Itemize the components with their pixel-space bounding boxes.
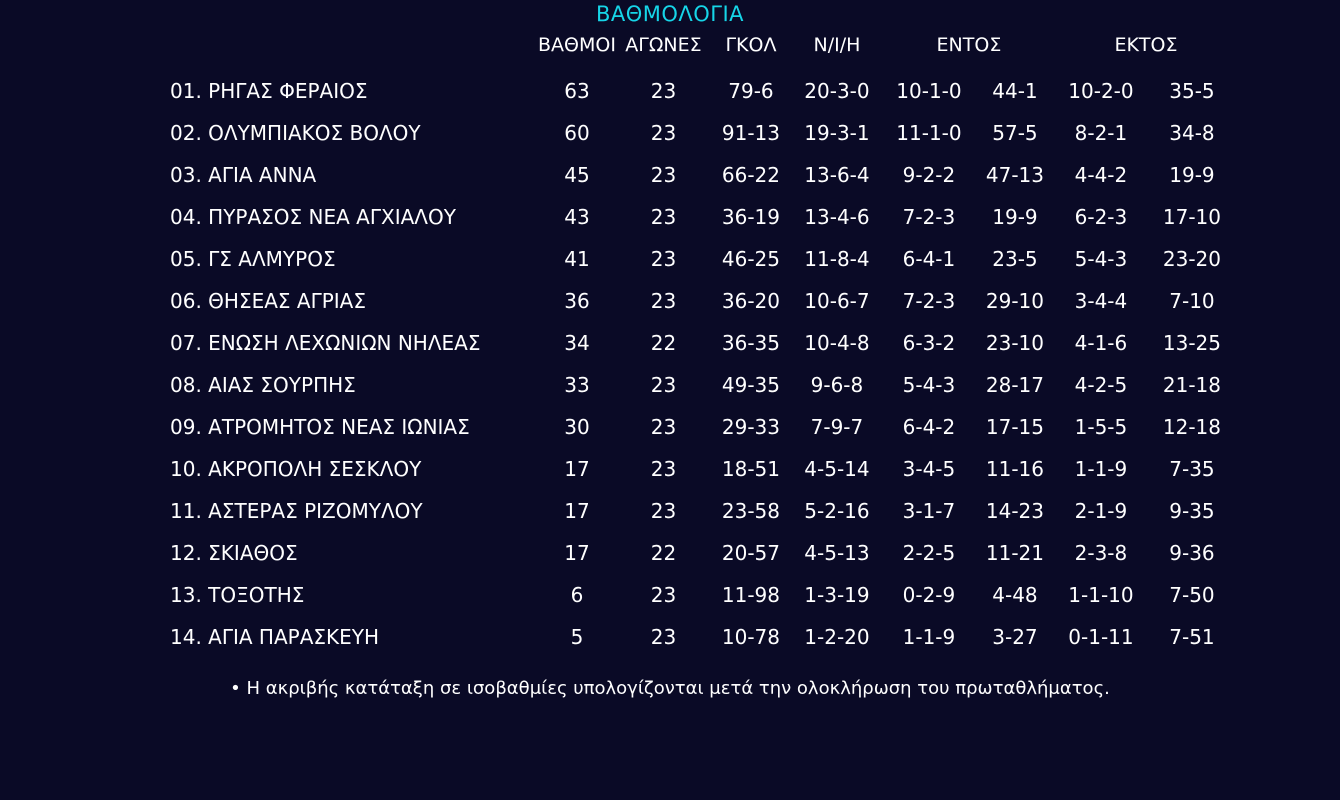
team-away-goals: 7-51 [1169,625,1215,649]
team-goals: 49-35 [721,373,781,397]
team-away-wdl: 0-1-11 [1068,625,1134,649]
team-away-goals: 34-8 [1169,121,1215,145]
team-name: 13. ΤΟΞΟΤΗΣ [170,583,305,607]
table-header [170,34,1237,70]
team-name: 09. ΑΤΡΟΜΗΤΟΣ ΝΕΑΣ ΙΩΝΙΑΣ [170,415,470,439]
table-row [170,490,1237,532]
team-games: 22 [650,331,677,355]
table-row [170,196,1237,238]
team-home-goals: 23-5 [992,247,1038,271]
team-away-goals: 17-10 [1162,205,1222,229]
team-goals: 18-51 [721,457,781,481]
table-row [170,70,1237,112]
table-row [170,406,1237,448]
team-away-wdl: 10-2-0 [1068,79,1134,103]
team-home-wdl: 3-4-5 [902,457,956,481]
team-home-goals: 29-10 [985,289,1045,313]
team-away-wdl: 6-2-3 [1074,205,1128,229]
team-wdl: 13-4-6 [804,205,870,229]
team-home-wdl: 6-4-2 [902,415,956,439]
team-goals: 23-58 [721,499,781,523]
team-wdl: 1-3-19 [804,583,870,607]
table-row [170,574,1237,616]
team-wdl: 5-2-16 [804,499,870,523]
page-title: ΒΑΘΜΟΛΟΓΙΑ [595,2,745,26]
team-away-wdl: 2-1-9 [1074,499,1128,523]
column-header-points: ΒΑΘΜΟΙ [538,34,616,56]
team-name: 02. ΟΛΥΜΠΙΑΚΟΣ ΒΟΛΟΥ [170,121,421,145]
team-away-goals: 19-9 [1169,163,1215,187]
team-name: 08. ΑΙΑΣ ΣΟΥΡΠΗΣ [170,373,356,397]
team-name: 01. ΡΗΓΑΣ ΦΕΡΑΙΟΣ [170,79,368,103]
team-name: 05. ΓΣ ΑΛΜΥΡΟΣ [170,247,336,271]
team-home-goals: 28-17 [985,373,1045,397]
table-row [170,280,1237,322]
column-header-wdl: Ν/Ι/Η [813,34,861,56]
team-games: 23 [650,79,677,103]
team-away-wdl: 1-1-10 [1068,583,1134,607]
team-home-wdl: 3-1-7 [902,499,956,523]
team-home-wdl: 11-1-0 [896,121,962,145]
team-home-goals: 17-15 [985,415,1045,439]
team-name: 10. ΑΚΡΟΠΟΛΗ ΣΕΣΚΛΟΥ [170,457,422,481]
team-games: 23 [650,457,677,481]
team-points: 34 [564,331,590,355]
team-name: 12. ΣΚΙΑΘΟΣ [170,541,298,565]
team-games: 23 [650,205,677,229]
team-home-goals: 11-21 [985,541,1045,565]
team-points: 6 [570,583,584,607]
team-away-wdl: 3-4-4 [1074,289,1128,313]
team-home-wdl: 7-2-3 [902,205,956,229]
table-row [170,322,1237,364]
team-goals: 46-25 [721,247,781,271]
team-away-goals: 7-35 [1169,457,1215,481]
team-away-goals: 23-20 [1162,247,1222,271]
team-away-goals: 13-25 [1162,331,1222,355]
team-name: 07. ΕΝΩΣΗ ΛΕΧΩΝΙΩΝ ΝΗΛΕΑΣ [170,331,481,355]
team-goals: 11-98 [721,583,781,607]
team-away-goals: 12-18 [1162,415,1222,439]
team-away-goals: 9-36 [1169,541,1215,565]
column-header-goals: ΓΚΟΛ [725,34,777,56]
team-away-wdl: 5-4-3 [1074,247,1128,271]
team-name: 06. ΘΗΣΕΑΣ ΑΓΡΙΑΣ [170,289,366,313]
team-away-wdl: 4-4-2 [1074,163,1128,187]
team-points: 41 [564,247,590,271]
team-home-goals: 14-23 [985,499,1045,523]
team-home-wdl: 9-2-2 [902,163,956,187]
team-away-goals: 7-50 [1169,583,1215,607]
team-games: 23 [650,499,677,523]
team-points: 5 [570,625,584,649]
team-points: 17 [564,457,590,481]
team-name: 11. ΑΣΤΕΡΑΣ ΡΙΖΟΜΥΛΟΥ [170,499,423,523]
team-home-wdl: 6-4-1 [902,247,956,271]
team-goals: 36-19 [721,205,781,229]
team-home-goals: 23-10 [985,331,1045,355]
team-wdl: 9-6-8 [810,373,864,397]
team-games: 23 [650,373,677,397]
team-away-goals: 35-5 [1169,79,1215,103]
team-games: 23 [650,289,677,313]
standings-table [170,34,1237,658]
column-header-games: ΑΓΩΝΕΣ [625,34,702,56]
team-goals: 36-35 [721,331,781,355]
table-header-row [170,34,1237,70]
team-away-wdl: 1-1-9 [1074,457,1128,481]
table-row [170,238,1237,280]
table-body [170,70,1237,658]
team-games: 22 [650,541,677,565]
team-points: 17 [564,541,590,565]
table-row [170,616,1237,658]
team-wdl: 20-3-0 [804,79,870,103]
team-points: 17 [564,499,590,523]
team-points: 63 [564,79,590,103]
column-header-home: ΕΝΤΟΣ [936,34,1002,56]
team-home-wdl: 1-1-9 [902,625,956,649]
team-points: 36 [564,289,590,313]
team-home-goals: 47-13 [985,163,1045,187]
team-points: 43 [564,205,590,229]
table-row [170,154,1237,196]
team-home-goals: 19-9 [992,205,1038,229]
team-wdl: 11-8-4 [804,247,870,271]
team-home-wdl: 6-3-2 [902,331,956,355]
team-wdl: 19-3-1 [804,121,870,145]
team-goals: 29-33 [721,415,781,439]
team-goals: 36-20 [721,289,781,313]
team-away-goals: 21-18 [1162,373,1222,397]
team-wdl: 10-4-8 [804,331,870,355]
team-goals: 79-6 [728,79,774,103]
team-away-wdl: 1-5-5 [1074,415,1128,439]
team-points: 60 [564,121,590,145]
team-home-wdl: 7-2-3 [902,289,956,313]
team-home-wdl: 5-4-3 [902,373,956,397]
team-home-wdl: 2-2-5 [902,541,956,565]
team-points: 45 [564,163,590,187]
team-name: 04. ΠΥΡΑΣΟΣ ΝΕΑ ΑΓΧΙΑΛΟΥ [170,205,456,229]
team-away-wdl: 4-2-5 [1074,373,1128,397]
team-wdl: 1-2-20 [804,625,870,649]
team-away-wdl: 2-3-8 [1074,541,1128,565]
team-away-goals: 7-10 [1169,289,1215,313]
team-wdl: 7-9-7 [810,415,864,439]
team-home-wdl: 0-2-9 [902,583,956,607]
team-home-goals: 11-16 [985,457,1045,481]
team-goals: 20-57 [721,541,781,565]
table-row [170,364,1237,406]
team-wdl: 10-6-7 [804,289,870,313]
team-away-wdl: 4-1-6 [1074,331,1128,355]
team-goals: 91-13 [721,121,781,145]
column-header-team [170,34,538,70]
team-points: 30 [564,415,590,439]
table-row [170,112,1237,154]
team-games: 23 [650,121,677,145]
team-wdl: 13-6-4 [804,163,870,187]
team-away-wdl: 8-2-1 [1074,121,1128,145]
column-header-away: ΕΚΤΟΣ [1114,34,1178,56]
team-points: 33 [564,373,590,397]
footnote-item: • Η ακριβής κατάταξη σε ισοβαθμίες υπολογίζονται μετά την ολοκλήρωση του πρωταθλήματος. [230,678,1110,699]
footnotes [0,676,1340,702]
team-home-goals: 44-1 [992,79,1038,103]
team-games: 23 [650,625,677,649]
table-row [170,448,1237,490]
team-home-goals: 4-48 [992,583,1038,607]
team-home-goals: 57-5 [992,121,1038,145]
team-wdl: 4-5-13 [804,541,870,565]
team-games: 23 [650,247,677,271]
team-games: 23 [650,415,677,439]
team-name: 03. ΑΓΙΑ ΑΝΝΑ [170,163,317,187]
team-games: 23 [650,163,677,187]
team-goals: 10-78 [721,625,781,649]
team-home-goals: 3-27 [992,625,1038,649]
team-away-goals: 9-35 [1169,499,1215,523]
team-goals: 66-22 [721,163,781,187]
team-home-wdl: 10-1-0 [896,79,962,103]
team-wdl: 4-5-14 [804,457,870,481]
team-games: 23 [650,583,677,607]
table-row [170,532,1237,574]
team-name: 14. ΑΓΙΑ ΠΑΡΑΣΚΕΥΗ [170,625,380,649]
